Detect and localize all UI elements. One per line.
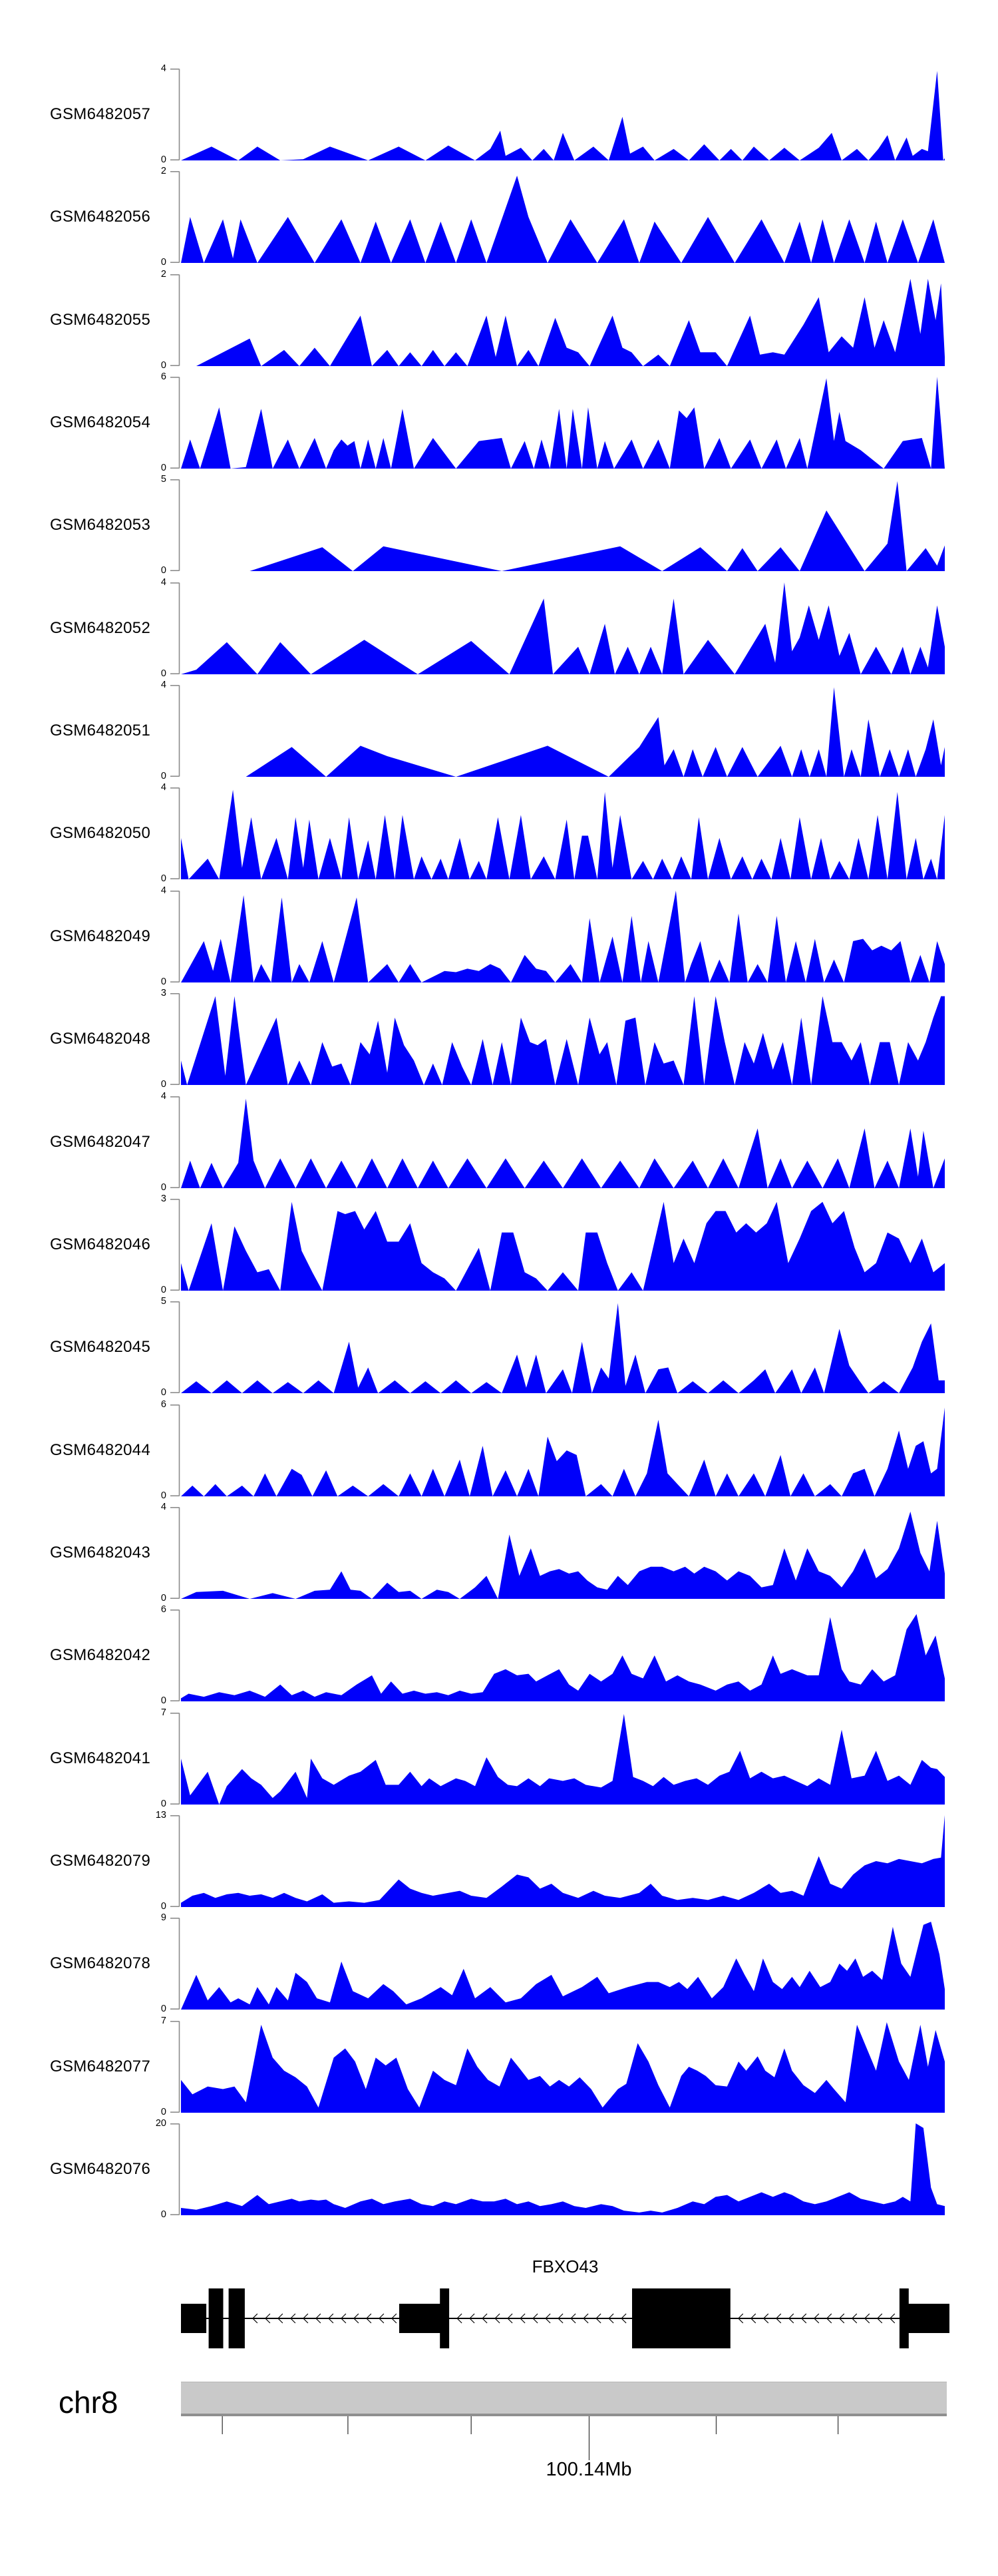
coverage-area-plot [181,1815,945,1907]
coverage-polygon [181,582,945,674]
axis-zero-label: 0 [160,1901,166,1912]
gene-exon [209,2288,224,2348]
track-sample-label: GSM6482044 [50,1441,151,1459]
coverage-track-row [0,2118,998,2220]
axis-zero-label: 0 [160,976,166,987]
track-sample-label: GSM6482077 [50,2057,151,2075]
axis-zero-label: 0 [160,2209,166,2220]
coverage-track-row [0,1502,998,1604]
track-y-axis [150,1301,181,1393]
coverage-track-row [0,1091,998,1193]
axis-zero-label: 0 [160,1387,166,1398]
coverage-track-row [0,1604,998,1706]
coverage-track-row [0,1707,998,1809]
coverage-polygon [181,2022,945,2113]
track-sample-label: GSM6482056 [50,208,151,226]
coverage-polygon [181,1815,945,1907]
coverage-polygon [181,2123,945,2215]
gene-exon [399,2304,444,2333]
coverage-area-plot [181,787,945,879]
coverage-area-plot [181,1713,945,1805]
chromosome-label: chr8 [59,2385,118,2420]
coverage-polygon [181,996,945,1085]
track-y-axis [150,582,181,674]
axis-max-label: 4 [160,782,166,793]
axis-max-label: 2 [160,166,166,176]
coverage-polygon [181,688,945,777]
axis-zero-label: 0 [160,1490,166,1501]
coverage-track-row [0,988,998,1090]
track-y-axis [150,2123,181,2215]
axis-max-label: 2 [160,269,166,280]
coverage-area-plot [181,171,945,263]
coverage-area-plot [181,274,945,366]
axis-max-label: 5 [160,1296,166,1307]
gene-exon [440,2288,449,2348]
axis-max-label: 3 [160,1193,166,1204]
coverage-polygon [181,1714,945,1805]
track-sample-label: GSM6482050 [50,824,151,842]
coverage-track-row [0,1912,998,2014]
track-sample-label: GSM6482053 [50,516,151,534]
axis-zero-label: 0 [160,668,166,679]
coverage-polygon [181,176,945,263]
gene-model-track [181,2288,949,2348]
coverage-area-plot [181,1404,945,1496]
coverage-track-row [0,1399,998,1501]
coverage-area-plot [181,685,945,777]
track-sample-label: GSM6482054 [50,413,151,431]
gene-exon [904,2304,949,2333]
axis-zero-label: 0 [160,257,166,268]
axis-max-label: 4 [160,63,166,74]
coverage-area-plot [181,1610,945,1701]
coverage-polygon [181,1202,945,1291]
coverage-track-row [0,371,998,473]
track-y-axis [150,1096,181,1188]
track-y-axis [150,1918,181,2010]
track-sample-label: GSM6482048 [50,1030,151,1048]
axis-max-label: 6 [160,1604,166,1615]
gene-exon [229,2288,245,2348]
coverage-area-plot [181,1301,945,1393]
genome-position-label: 100.14Mb [546,2459,632,2480]
axis-max-label: 5 [160,474,166,485]
axis-max-label: 4 [160,680,166,690]
track-sample-label: GSM6482047 [50,1133,151,1151]
track-y-axis [150,1610,181,1701]
coverage-track-row [0,63,998,165]
track-sample-label: GSM6482045 [50,1338,151,1356]
axis-max-label: 3 [160,988,166,998]
coverage-track-row [0,474,998,576]
track-y-axis [150,1713,181,1805]
track-y-axis [150,1507,181,1599]
coverage-track-row [0,782,998,884]
coverage-polygon [181,891,945,982]
track-y-axis [150,787,181,879]
track-sample-label: GSM6482057 [50,105,151,123]
axis-max-label: 4 [160,1502,166,1512]
track-y-axis [150,479,181,571]
coverage-track-row [0,885,998,987]
track-y-axis [150,1404,181,1496]
track-sample-label: GSM6482052 [50,619,151,637]
chromosome-ideogram [181,2382,947,2416]
gene-exon [181,2304,206,2333]
axis-zero-label: 0 [160,771,166,781]
axis-max-label: 4 [160,885,166,896]
track-y-axis [150,891,181,982]
axis-zero-label: 0 [160,565,166,576]
coverage-polygon [181,1303,945,1393]
track-y-axis [150,171,181,263]
coverage-track-row [0,166,998,268]
axis-zero-label: 0 [160,1799,166,1809]
track-y-axis [150,2021,181,2113]
coverage-area-plot [181,377,945,469]
coverage-track-row [0,1810,998,1912]
track-y-axis [150,274,181,366]
axis-max-label: 7 [160,1707,166,1718]
coverage-track-row [0,2016,998,2117]
coverage-polygon [181,1408,945,1496]
coverage-area-plot [181,1199,945,1291]
track-sample-label: GSM6482076 [50,2160,151,2178]
coverage-polygon [181,790,945,880]
axis-zero-label: 0 [160,873,166,884]
coverage-polygon [181,279,945,366]
coverage-polygon [181,71,945,161]
axis-max-label: 9 [160,1912,166,1923]
track-sample-label: GSM6482055 [50,311,151,329]
axis-max-label: 4 [160,1091,166,1102]
coverage-track-row [0,1193,998,1295]
axis-max-label: 6 [160,1399,166,1410]
coverage-area-plot [181,69,945,160]
track-sample-label: GSM6482043 [50,1544,151,1562]
axis-max-label: 20 [155,2118,166,2129]
axis-max-label: 4 [160,577,166,588]
coverage-polygon [181,481,945,571]
coverage-area-plot [181,1507,945,1599]
track-sample-label: GSM6482046 [50,1235,151,1253]
track-sample-label: GSM6482078 [50,1954,151,1972]
axis-max-label: 13 [155,1810,166,1821]
coverage-area-plot [181,1918,945,2010]
coverage-area-plot [181,1096,945,1188]
coverage-area-plot [181,2021,945,2113]
axis-max-label: 6 [160,371,166,382]
axis-zero-label: 0 [160,2004,166,2014]
track-y-axis [150,685,181,777]
coverage-area-plot [181,582,945,674]
axis-zero-label: 0 [160,1182,166,1193]
coverage-area-plot [181,891,945,982]
track-y-axis [150,1815,181,1907]
track-sample-label: GSM6482079 [50,1852,151,1870]
coverage-track-row [0,680,998,781]
track-sample-label: GSM6482049 [50,927,151,945]
axis-zero-label: 0 [160,1285,166,1295]
coverage-polygon [181,377,945,469]
track-y-axis [150,993,181,1085]
axis-zero-label: 0 [160,463,166,473]
track-sample-label: GSM6482042 [50,1646,151,1664]
axis-zero-label: 0 [160,154,166,165]
coverage-polygon [181,1512,945,1599]
axis-zero-label: 0 [160,1593,166,1604]
coverage-track-row [0,1296,998,1398]
axis-zero-label: 0 [160,2107,166,2117]
coverage-area-plot [181,993,945,1085]
coverage-area-plot [181,479,945,571]
coverage-area-plot [181,2123,945,2215]
gene-exon [632,2288,731,2348]
track-y-axis [150,1199,181,1291]
coverage-polygon [181,1614,945,1701]
gene-name-label: FBXO43 [532,2256,599,2276]
coverage-track-row [0,269,998,371]
coverage-polygon [181,1099,945,1189]
track-y-axis [150,69,181,160]
track-y-axis [150,377,181,469]
axis-max-label: 7 [160,2016,166,2026]
axis-zero-label: 0 [160,1695,166,1706]
genome-axis-ticks [181,2416,947,2464]
axis-zero-label: 0 [160,360,166,371]
track-sample-label: GSM6482041 [50,1749,151,1767]
coverage-track-row [0,577,998,679]
axis-zero-label: 0 [160,1079,166,1090]
track-sample-label: GSM6482051 [50,722,151,740]
coverage-polygon [181,1922,945,2010]
